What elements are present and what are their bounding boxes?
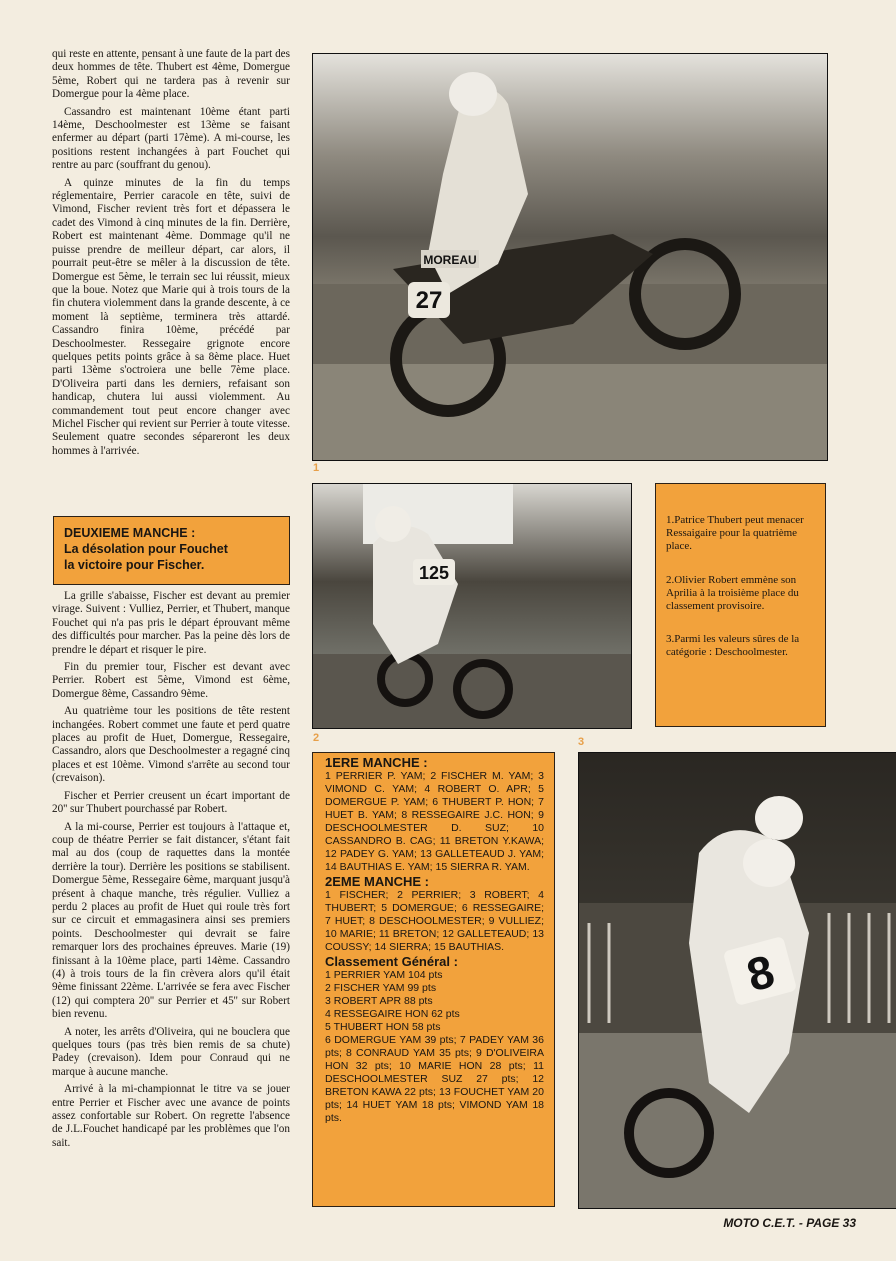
manche1-results: 1 PERRIER P. YAM; 2 FISCHER M. YAM; 3 VIMOND C. YAM; 4 ROBERT O. APR; 5 DOMERGUE P. YAM; 6 THUBERT P. HON; 7 HUET B. YAM; 8 RESSEGAIRE J.C. HON; 9 DESCHOOLMESTER D. SUZ; 10 CASSANDRO B. CAG; 11 BRETON Y.KAWA; 12 PADEY G. YAM; 13 GALLETEAUD J. YAM; 14 BAUTHIAS E. YAM; 15 SIERRA R. YAM. <box>325 770 544 873</box>
photo-rider-number-8 <box>578 752 896 1209</box>
caption-3: 3.Parmi les valeurs sûres de la catégorie : Deschoolmester. <box>666 633 800 659</box>
manche1-title: 1ERE MANCHE : <box>325 755 428 770</box>
section-headline-box <box>53 516 290 585</box>
paragraph: Fischer et Perrier creusent un écart important de 20'' sur Thubert pourchassé par Robert. <box>52 789 290 816</box>
general-rest: 6 DOMERGUE YAM 39 pts; 7 PADEY YAM 36 pts; 8 CONRAUD YAM 35 pts; 9 D'OLIVEIRA HON 32 pts; 10 MARIE HON 28 pts; 11 DESCHOOLMESTER SUZ 27 pts; 12 BRETON KAWA 22 pts; 13 FOUCHET YAM 20 pts; 14 HUET YAM 18 pts; VIMOND YAM 18 pts. <box>325 1034 544 1124</box>
rider1-name: MOREAU <box>423 253 477 267</box>
results-box <box>312 752 555 1207</box>
paragraph: A la mi-course, Perrier est toujours à l'attaque et, coup de théatre Perrier se fait distancer, s'étant fait mal au dos (coup de raquettes dans la montée derrière la tour). Derrière les positions se stabilisent. Domergue 5ème, Ressegaire 6ème, marquant jusqu'à présent à chaque manche, très régulier. Vulliez a perdu 2 places au profit de Huet qui roule très fort sur ce circuit et emmagasinera ainsi ses premiers points. Deschoolmester qui devrait se faire remarquer lors des prochaines épreuves. Marie (19) finissant à la 10ème place, parti 14ème. Cassandro (4) à trois tours de la fin crèvera alors qu'il était 9ème finissant 22ème. L'arrivée se fera avec Fischer (12) qui comptera 20'' sur Perrier et 45'' sur Robert bien revenu. <box>52 820 290 1021</box>
caption-2: 2.Olivier Robert emmène son Aprilia à la troisième place du classement provisoire. <box>666 573 799 613</box>
paragraph: qui reste en attente, pensant à une faute de la part des deux hommes de tête. Thubert est 4ème, Domergue 5ème, Robert qui ne tardera pas à revenir sur Domergue pour la 4ème place. <box>52 48 290 101</box>
general-line: 2 FISCHER YAM 99 pts <box>325 982 437 994</box>
rider1-plate: 27 <box>415 287 443 314</box>
paragraph: Fin du premier tour, Fischer est devant avec Perrier. Robert est 5ème, Vimond est 6ème, Domergue 8ème, Cassandro 9ème. <box>52 661 290 700</box>
general-line: 3 ROBERT APR 88 pts <box>325 995 433 1007</box>
rider2-plate: 125 <box>418 563 450 583</box>
photo1-number: 1 <box>313 462 320 474</box>
photo-rider-turn <box>312 483 632 729</box>
general-title: Classement Général : <box>325 954 458 969</box>
headline-line-2: La désolation pour Fouchet <box>64 542 228 556</box>
general-line: 1 PERRIER YAM 104 pts <box>325 969 443 981</box>
headline-line-3: la victoire pour Fischer. <box>64 558 205 572</box>
manche2-results: 1 FISCHER; 2 PERRIER; 3 ROBERT; 4 THUBERT; 5 DOMERGUE; 6 RESSEGAIRE; 7 HUET; 8 DESCHOOLMESTER; 9 VULLIEZ; 10 MARIE; 11 BRETON; 12 GALLETEAUD; 13 COUSSY; 14 SIERRA; 15 BAUTHIAS. <box>325 889 544 953</box>
article-column-bottom <box>52 590 290 1154</box>
captions-box <box>655 483 826 727</box>
photo3-number: 3 <box>578 736 585 748</box>
paragraph: Au quatrième tour les positions de tête restent inchangées. Robert commet une faute et perd quatre places au profit de Huet, Domergue, Ressegaire, Cassandro, alors que Deschoolmester a regagné cinq places et est 10ème. Vimond s'arrête au second tour (crevaison). <box>52 705 290 785</box>
page-footer: MOTO C.E.T. - PAGE 33 <box>723 1216 856 1230</box>
rider3-plate: 8 <box>741 944 780 1002</box>
article-column-top <box>52 48 290 462</box>
paragraph: Cassandro est maintenant 10ème étant parti 14ème, Deschoolmester est 13ème se faisant enfermer au départ (parti 17ème). A mi-course, les positions restent inchangées à part Fouchet qui rentre au parc (souffrant du genou). <box>52 105 290 172</box>
paragraph: La grille s'abaisse, Fischer est devant au premier virage. Suivent : Vulliez, Perrier, et Thubert, manque Fouchet qui n'a pas pris le départ éprouvant même des difficultés pour marcher. Pas la peine dès lors de prendre le départ et risquer le pire. <box>52 590 290 656</box>
paragraph: Arrivé à la mi-championnat le titre va se jouer entre Perrier et Fischer avec une avance de points assez confortable sur Robert. On regrette l'absence de J.L.Fouchet handicapé par les problèmes que l'on sait. <box>52 1083 290 1149</box>
manche2-title: 2EME MANCHE : <box>325 874 430 889</box>
caption-1: 1.Patrice Thubert peut menacer Ressaigaire pour la quatrième place. <box>666 514 804 553</box>
general-line: 5 THUBERT HON 58 pts <box>325 1021 441 1033</box>
general-line: 4 RESSEGAIRE HON 62 pts <box>325 1008 460 1020</box>
headline-line-1: DEUXIEME MANCHE : <box>64 526 196 540</box>
photo2-number: 2 <box>313 732 320 744</box>
paragraph: A quinze minutes de la fin du temps réglementaire, Perrier caracole en tête, suivi de Vimond, Fischer revient très fort et dépassera le cadet des Vimond à cinq minutes de la fin. Derrière, Robert est maintenant 4ème. Dommage qu'il ne puisse prendre de meilleur départ, car alors, il pourrait peut-être se mêler à la discussion de tête. Domergue est 5ème, le terrain sec lui réussit, mieux que la boue. Notez que Marie qui à trois tours de la fin chutera violemment dans la grande descente, à ce moment là septième, terminera très attardé. Cassandro finira 10ème, précédé par Deschoolmester. Ressegaire grignote encore quelques petits points grâce à sa 8ème place. Huet parti 13ème s'octroiera une belle 7ème place. D'Oliveira parti dans les derniers, refaisant son handicap, chutera lui aussi violemment. Au commandement tout peut encore changer avec Michel Fischer qui revient sur Perrier à toute vitesse. Seulement quatre secondes sépareront les deux hommes à l'arrivée. <box>52 176 290 457</box>
paragraph: A noter, les arrêts d'Oliveira, qui ne bouclera que quelques tours (pas très bien remis de sa chute) Padey (crevaison). Idem pour Conraud qui ne marque à aucune manche. <box>52 1025 290 1078</box>
photo-jumping-rider <box>312 53 828 461</box>
